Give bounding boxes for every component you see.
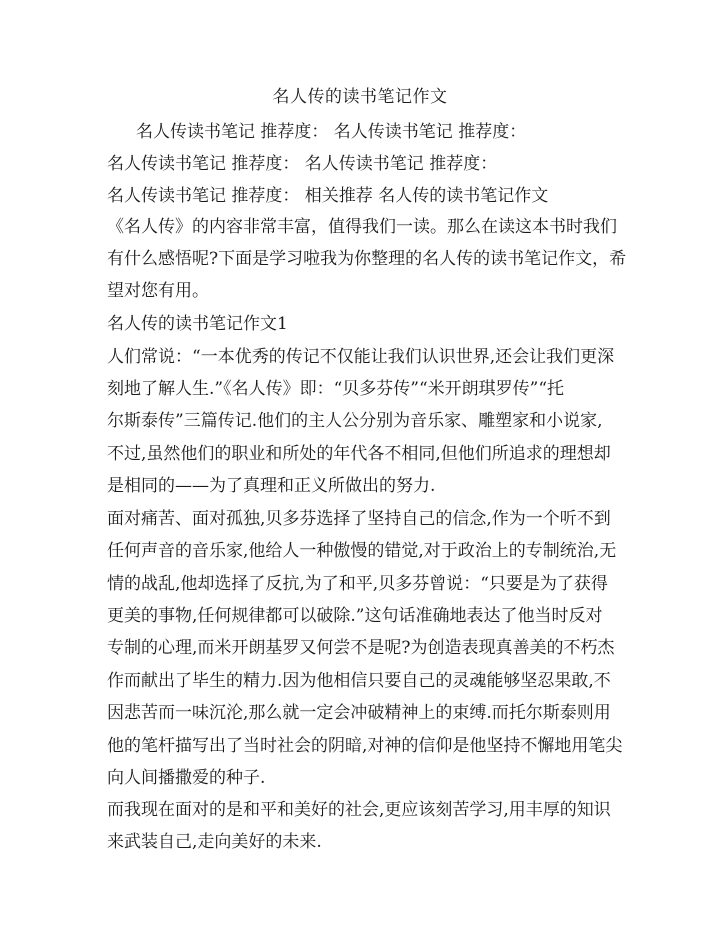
paragraph-line: 作而献出了毕生的精力.因为他相信只要自己的灵魂能够坚忍果敢,不: [107, 671, 611, 691]
paragraph-line: 来武装自己,走向美好的未来.: [107, 832, 322, 852]
paragraph-line: 人们常说：“一本优秀的传记不仅能让我们认识世界,还会让我们更深: [107, 347, 615, 367]
paragraph-line: 情的战乱,他却选择了反抗,为了和平,贝多芬曾说：“只要是为了获得: [107, 574, 608, 594]
section-heading: 名人传的读书笔记作文1: [107, 314, 288, 334]
paragraph-line: 尔斯泰传”三篇传记.他们的主人公分别为音乐家、雕塑家和小说家,: [107, 411, 603, 431]
header-line: 名人传读书笔记 推荐度： 名人传读书笔记 推荐度：: [136, 122, 527, 142]
paragraph-line: 不过,虽然他们的职业和所处的年代各不相同,但他们所追求的理想却: [107, 444, 611, 464]
document-title: 名人传的读书笔记作文: [272, 87, 448, 107]
intro-line: 望对您有用。: [107, 281, 209, 301]
paragraph-line: 向人间播撒爱的种子.: [107, 768, 266, 788]
header-line: 名人传读书笔记 推荐度： 相关推荐 名人传的读书笔记作文: [107, 186, 549, 206]
paragraph-line: 刻地了解人生.”《名人传》即：“贝多芬传”“米开朗琪罗传”“托: [107, 379, 565, 399]
header-line: 名人传读书笔记 推荐度： 名人传读书笔记 推荐度：: [107, 154, 498, 174]
intro-line: 有什么感悟呢?下面是学习啦我为你整理的名人传的读书笔记作文，希: [107, 249, 627, 269]
paragraph-line: 是相同的——为了真理和正义所做出的努力.: [107, 476, 436, 496]
intro-line: 《名人传》的内容非常丰富，值得我们一读。那么在读这本书时我们: [107, 217, 617, 237]
paragraph-line: 任何声音的音乐家,他给人一种傲慢的错觉,对于政治上的专制统治,无: [107, 541, 617, 561]
paragraph-line: 专制的心理,而米开朗基罗又何尝不是呢?为创造表现真善美的不朽杰: [107, 638, 615, 658]
paragraph-line: 更美的事物,任何规律都可以破除.”这句话准确地表达了他当时反对: [107, 606, 603, 626]
paragraph-line: 他的笔杆描写出了当时社会的阴暗,对神的信仰是他坚持不懈地用笔尖: [107, 736, 623, 756]
paragraph-line: 而我现在面对的是和平和美好的社会,更应该刻苦学习,用丰厚的知识: [107, 800, 611, 820]
paragraph-line: 面对痛苦、面对孤独,贝多芬选择了坚持自己的信念,作为一个听不到: [107, 509, 611, 529]
paragraph-line: 因悲苦而一味沉沦,那么就一定会冲破精神上的束缚.而托尔斯泰则用: [107, 703, 611, 723]
